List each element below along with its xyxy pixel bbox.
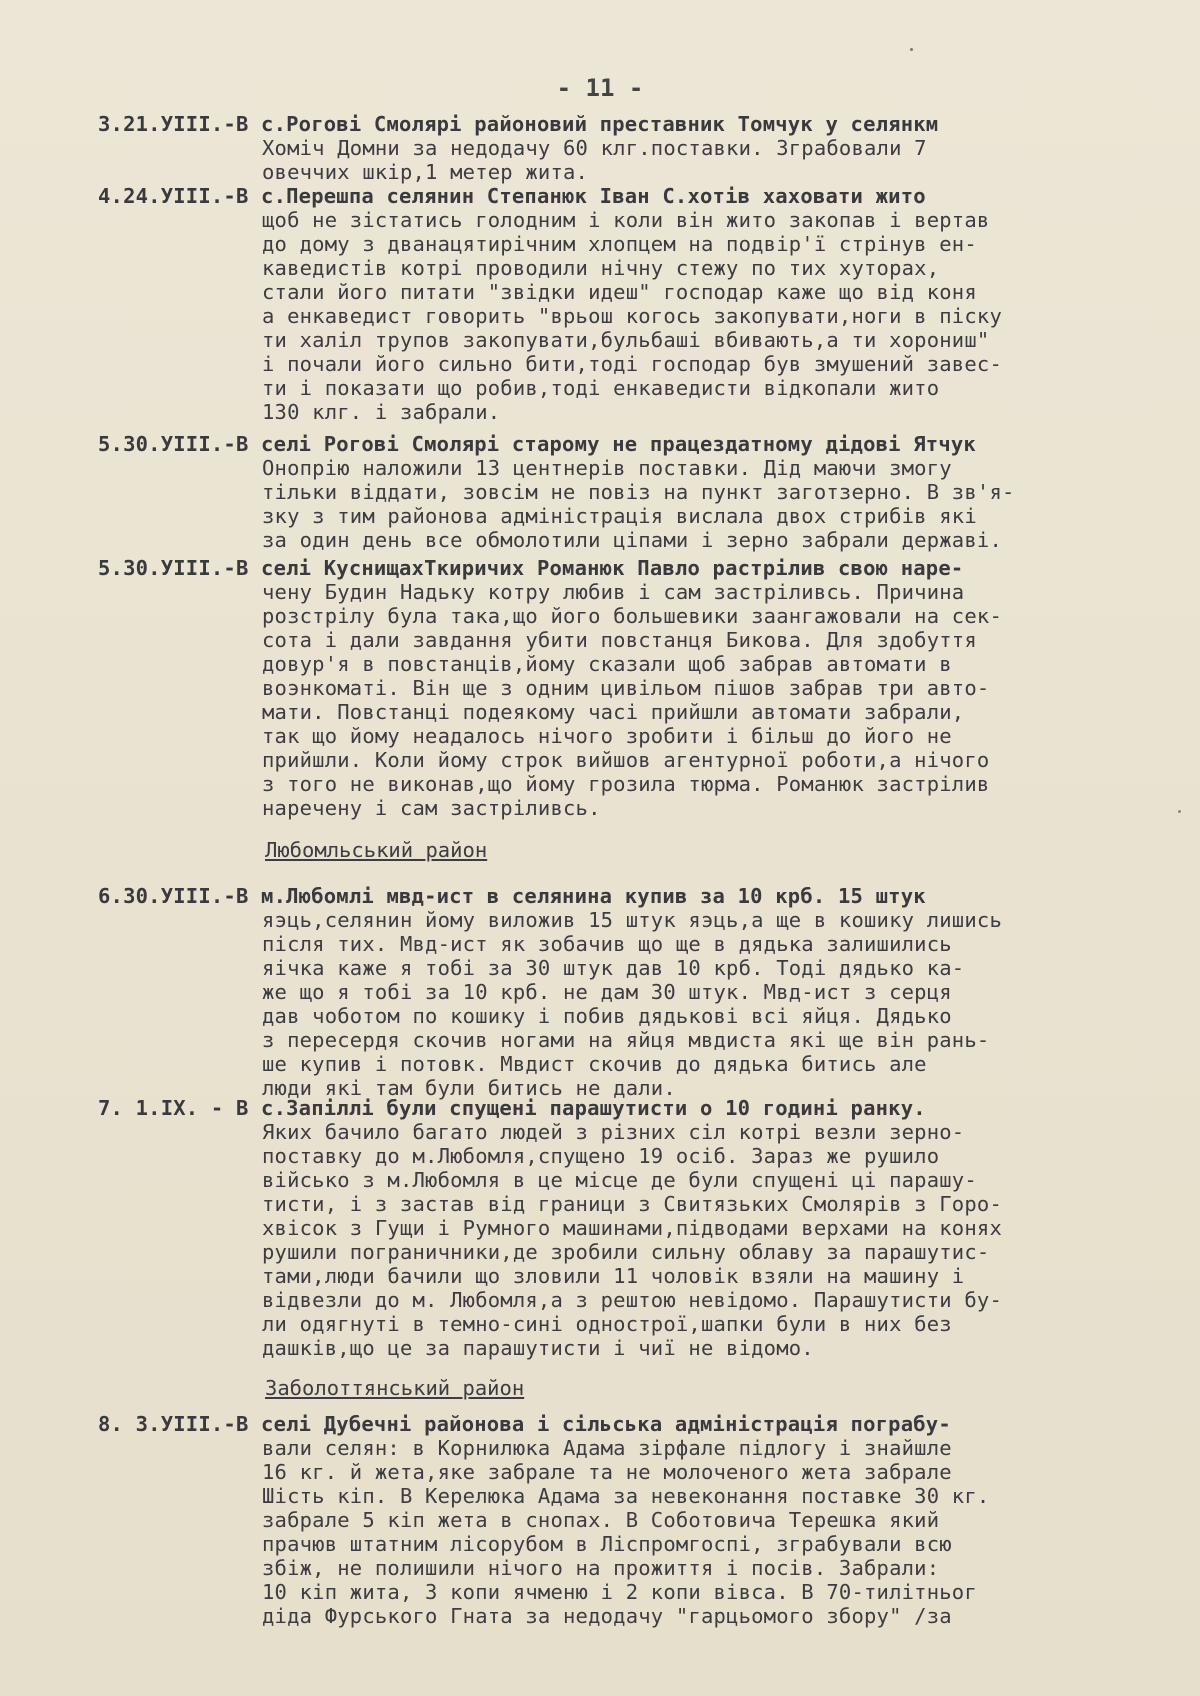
entry-line: 130 клг. і забрали. bbox=[262, 400, 501, 424]
entry-line: і почали його сильно бити,тоді господар був змушений завес- bbox=[262, 352, 1002, 376]
entry-line: хвісок з Гущи і Румного машинами,підводами верхами на конях bbox=[262, 1216, 1002, 1240]
entry-line: діда Фурського Гната за недодачу "гарцьомого збору" /за bbox=[262, 1604, 952, 1628]
entry-line: овеччих шкір,1 метер жита. bbox=[262, 160, 589, 184]
entry-line: ше купив і потовк. Мвдист скочив до дядька битись але bbox=[262, 1052, 927, 1076]
report-entry bbox=[98, 884, 1178, 1100]
report-entry bbox=[98, 1096, 1178, 1360]
entry-line: чену Будин Надьку котру любив і сам застріливсь. Причина bbox=[262, 580, 965, 604]
entry-line: забрале 5 кіп жета в снопах. В Соботовича Терешка який bbox=[262, 1508, 940, 1532]
entry-line: прачюв штатним лісорубом в Ліспромгоспі, зграбували всю bbox=[262, 1532, 952, 1556]
entry-line: яэць,селянин йому виложив 15 штук яэць,а ще в кошику лишись bbox=[262, 908, 1002, 932]
page-number: - 11 - bbox=[556, 74, 644, 102]
entry-line: після тих. Мвд-ист як зобачив що ще в дядька залишились bbox=[262, 932, 952, 956]
entry-line: з того не виконав,що йому грозила тюрма. Романюк застрілив bbox=[262, 772, 990, 796]
entry-line: так що йому неадалось нічого зробити і більш до його не bbox=[262, 724, 952, 748]
entry-line: люди які там були битись не дали. bbox=[262, 1076, 676, 1100]
entry-line: сота і дали завдання убити повстанця Бикова. Для здобуття bbox=[262, 628, 977, 652]
entry-line: 5.30.УІІІ.-В селі Рогові Смолярі старому не працездатному дідові Ятчук bbox=[98, 432, 976, 456]
entry-line: дав чоботом по кошику і побив дядькові всі яйця. Дядько bbox=[262, 1004, 952, 1028]
entry-line: ти і показати що робив,тоді енкаведисти відкопали жито bbox=[262, 376, 940, 400]
entry-line: 6.30.УІІІ.-В м.Любомлі мвд-ист в селянина купив за 10 крб. 15 штук bbox=[98, 884, 926, 908]
entry-line: Хоміч Домни за недодачу 60 клг.поставки. Зграбовали 7 bbox=[262, 136, 927, 160]
entry-line: тисти, і з застав від граници з Свитязьких Смолярів з Горо- bbox=[262, 1192, 1002, 1216]
entry-line: воэнкоматі. Він ще з одним цивільом пішов забрав три авто- bbox=[262, 676, 990, 700]
entry-line: зку з тим районова адміністрація вислала двох стрибів які bbox=[262, 504, 977, 528]
section-title: Любомльський район bbox=[265, 838, 488, 862]
entry-line: стали його питати "звідки идеш" господар каже що від коня bbox=[262, 280, 977, 304]
ink-speck bbox=[1178, 810, 1181, 813]
entry-line: наречену і сам застріливсь. bbox=[262, 796, 601, 820]
entry-line: військо з м.Любомля в це місце де були спущені ці парашу- bbox=[262, 1168, 977, 1192]
entry-line: каведистів котрі проводили нічну стежу по тих хуторах, bbox=[262, 256, 940, 280]
entry-line: 16 кг. й жета,яке забрале та не молоченого жета забрале bbox=[262, 1460, 952, 1484]
entry-line: 10 кіп жита, 3 копи ячменю і 2 копи вівса. В 70-тилітньог bbox=[262, 1580, 977, 1604]
entry-line: яічка каже я тобі за 30 штук дав 10 крб. Тоді дядько ка- bbox=[262, 956, 965, 980]
entry-line: з пересердя скочив ногами на яйця мвдиста які ще він рань- bbox=[262, 1028, 990, 1052]
report-entry bbox=[98, 112, 1178, 184]
report-entry bbox=[98, 184, 1178, 424]
entry-line: 7. 1.ІХ. - В с.Запіллі були спущені парашутисти о 10 годині ранку. bbox=[98, 1096, 926, 1120]
report-entry bbox=[98, 556, 1178, 820]
entry-line: прийшли. Коли йому строк вийшов агентурної роботи,а нічого bbox=[262, 748, 990, 772]
entry-line: 5.30.УІІІ.-В селі КуснищахТкиричих Романюк Павло растрілив свою наре- bbox=[98, 556, 964, 580]
entry-line: рушили пограничники,де зробили сильну облаву за парашутис- bbox=[262, 1240, 990, 1264]
entry-line: Шість кіп. В Керелюка Адама за невеконання поставке 30 кг. bbox=[262, 1484, 990, 1508]
entry-line: 3.21.УІІІ.-В с.Рогові Смолярі районовий преставник Томчук у селянкм bbox=[98, 112, 939, 136]
section-title: Заболоттянський район bbox=[265, 1376, 525, 1400]
ink-speck bbox=[910, 48, 913, 51]
entry-line: 4.24.УІІІ.-В с.Перешпа селянин Степанюк Іван С.хотів хаховати жито bbox=[98, 184, 926, 208]
entry-line: Онопрію наложили 13 центнерів поставки. Дід маючи змогу bbox=[262, 456, 952, 480]
entry-line: розстрілу була така,що його большевики заангажовали на сек- bbox=[262, 604, 1002, 628]
report-entry bbox=[98, 1412, 1178, 1628]
entry-line: Яких бачило багато людей з різних сіл котрі везли зерно- bbox=[262, 1120, 965, 1144]
entry-line: відвезли до м. Любомля,а з рештою невідомо. Парашутисти бу- bbox=[262, 1288, 1002, 1312]
entry-line: 8. 3.УІІІ.-В селі Дубечні районова і сільська адміністрація пограбу- bbox=[98, 1412, 951, 1436]
entry-line: щоб не зістатись голодним і коли він жито закопав і вертав bbox=[262, 208, 990, 232]
entry-line: мати. Повстанці подеякому часі прийшли автомати забрали, bbox=[262, 700, 965, 724]
entry-line: тами,люди бачили що зловили 11 чоловік взяли на машину і bbox=[262, 1264, 965, 1288]
entry-line: ти халіл трупов закопувати,бульбаші вбивають,а ти хорониш" bbox=[262, 328, 990, 352]
entry-line: тільки віддати, зовсім не повіз на пункт заготзерно. В зв'я- bbox=[262, 480, 1015, 504]
entry-line: довур'я в повстанців,йому сказали щоб забрав автомати в bbox=[262, 652, 952, 676]
entry-line: ли одягнуті в темно-сині однострої,шапки були в них без bbox=[262, 1312, 952, 1336]
entry-line: же що я тобі за 10 крб. не дам 30 штук. Мвд-ист з серця bbox=[262, 980, 952, 1004]
report-entry bbox=[98, 432, 1178, 552]
entry-line: за один день все обмолотили ціпами і зерно забрали державі. bbox=[262, 528, 1002, 552]
entry-line: збіж, не полишили нічого на прожиття і посів. Забрали: bbox=[262, 1556, 940, 1580]
entry-line: вали селян: в Корнилюка Адама зірфале підлогу і знайшле bbox=[262, 1436, 952, 1460]
entry-line: а енкаведист говорить "врьош когось закопувати,ноги в піску bbox=[262, 304, 1002, 328]
entry-line: до дому з дванацятирічним хлопцем на подвір'ї стрінув ен- bbox=[262, 232, 977, 256]
entry-line: дашків,що це за парашутисти і чиї не відомо. bbox=[262, 1336, 814, 1360]
entry-line: поставку до м.Любомля,спущено 19 осіб. Зараз же рушило bbox=[262, 1144, 940, 1168]
